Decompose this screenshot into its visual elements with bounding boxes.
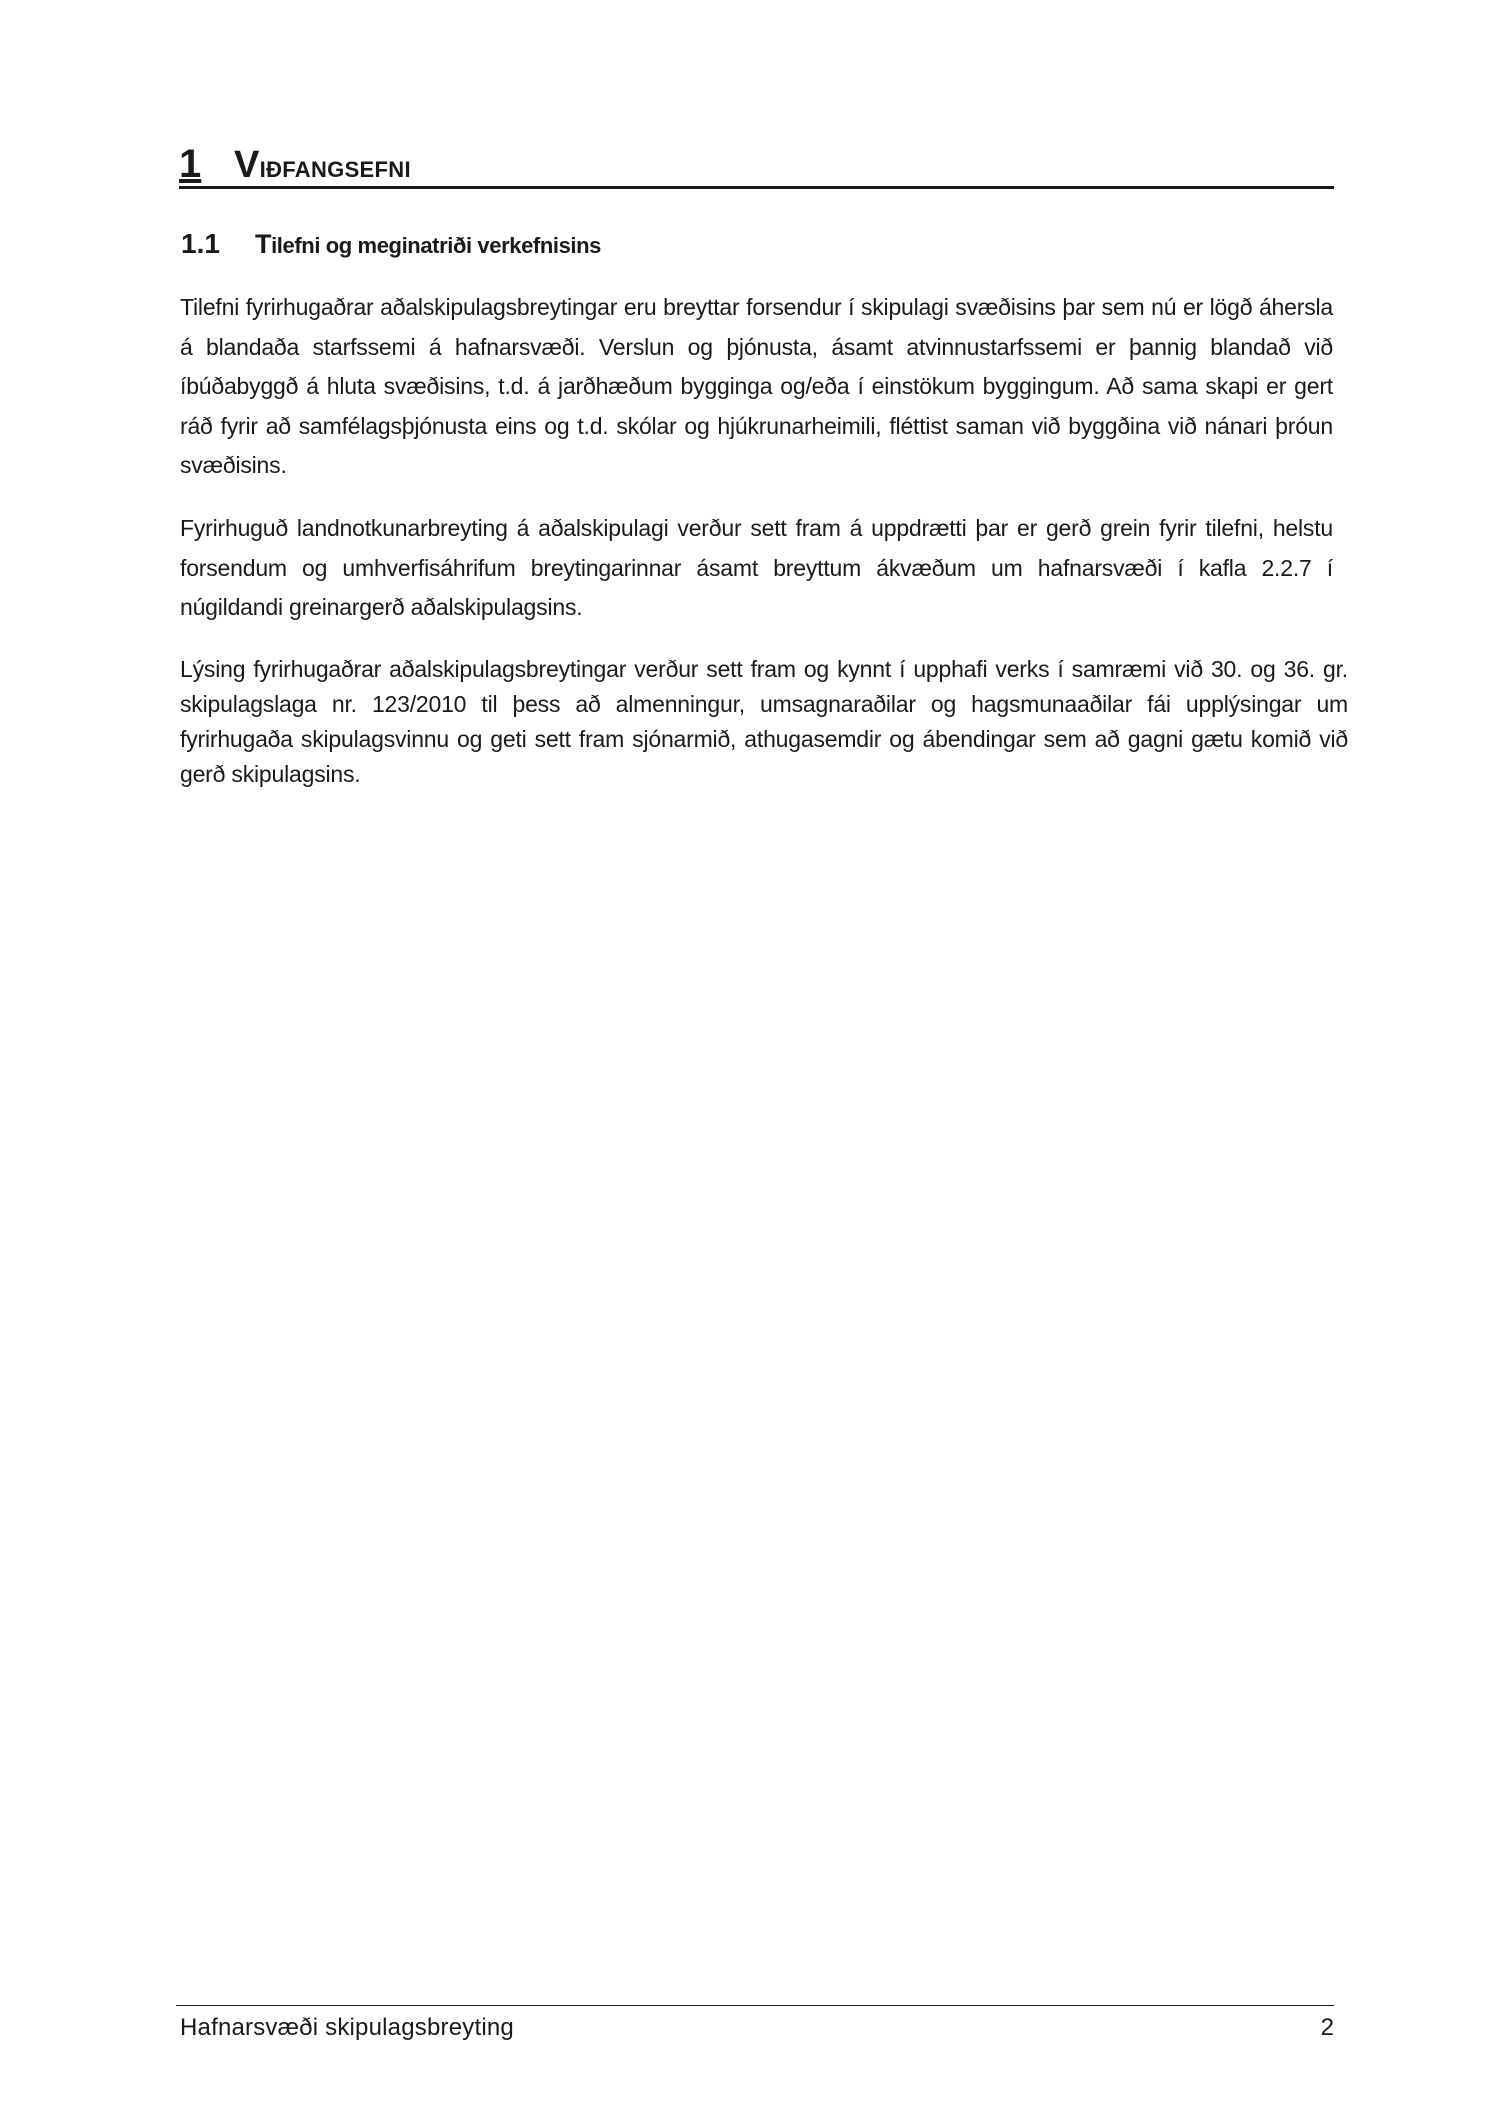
chapter-title [234,144,411,186]
chapter-heading [179,140,1334,189]
chapter-number: 1 [179,142,202,186]
body-paragraph-1: Tilefni fyrirhugaðrar aðalskipulagsbreytingar eru breyttar forsendur í skipulagi svæðisins þar sem nú er lögð áhersla á blandaða starfssemi á hafnarsvæði. Verslun og þjónusta, ásamt atvinnustarfssemi er þannig blandað við íbúðabyggð á hluta svæðisins, t.d. á jarðhæðum bygginga og/eða í einstökum byggingum. Að sama skapi er gert ráð fyrir að samfélagsþjónusta eins og t.d. skólar og hjúkrunarheimili, fléttist saman við byggðina við nánari þróun svæðisins. [180,294,1333,478]
chapter-title-initial: V [234,144,260,186]
section-heading [181,228,601,260]
section-title [255,229,601,260]
footer-title: Hafnarsvæði skipulagsbreyting [180,2014,514,2041]
body-paragraph-2: Fyrirhuguð landnotkunarbreyting á aðalskipulagi verður sett fram á uppdrætti þar er gerð grein fyrir tilefni, helstu forsendum og umhverfisáhrifum breytingarinnar ásamt breyttum ákvæðum um hafnarsvæði í kafla 2.2.7 í núgildandi greinargerð aðalskipulagsins. [180,515,1333,620]
section-title-initial: T [255,229,272,259]
chapter-title-rest: iðfangsefni [259,148,411,184]
page-number: 2 [1320,2014,1334,2041]
section-number: 1.1 [181,228,220,259]
section-title-rest: ilefni og meginatriði verkefnisins [271,233,602,258]
body-paragraph-3: Lýsing fyrirhugaðrar aðalskipulagsbreytingar verður sett fram og kynnt í upphafi verks í samræmi við 30. og 36. gr. skipulagslaga nr. 123/2010 til þess að almenningur, umsagnaraðilar og hagsmunaaðilar fái upplýsingar um fyrirhugaða skipulagsvinnu og geti sett fram sjónarmið, athugasemdir og ábendingar sem að gagni gætu komið við gerð skipulagsins. [180,656,1348,787]
footer-divider [176,2005,1334,2006]
